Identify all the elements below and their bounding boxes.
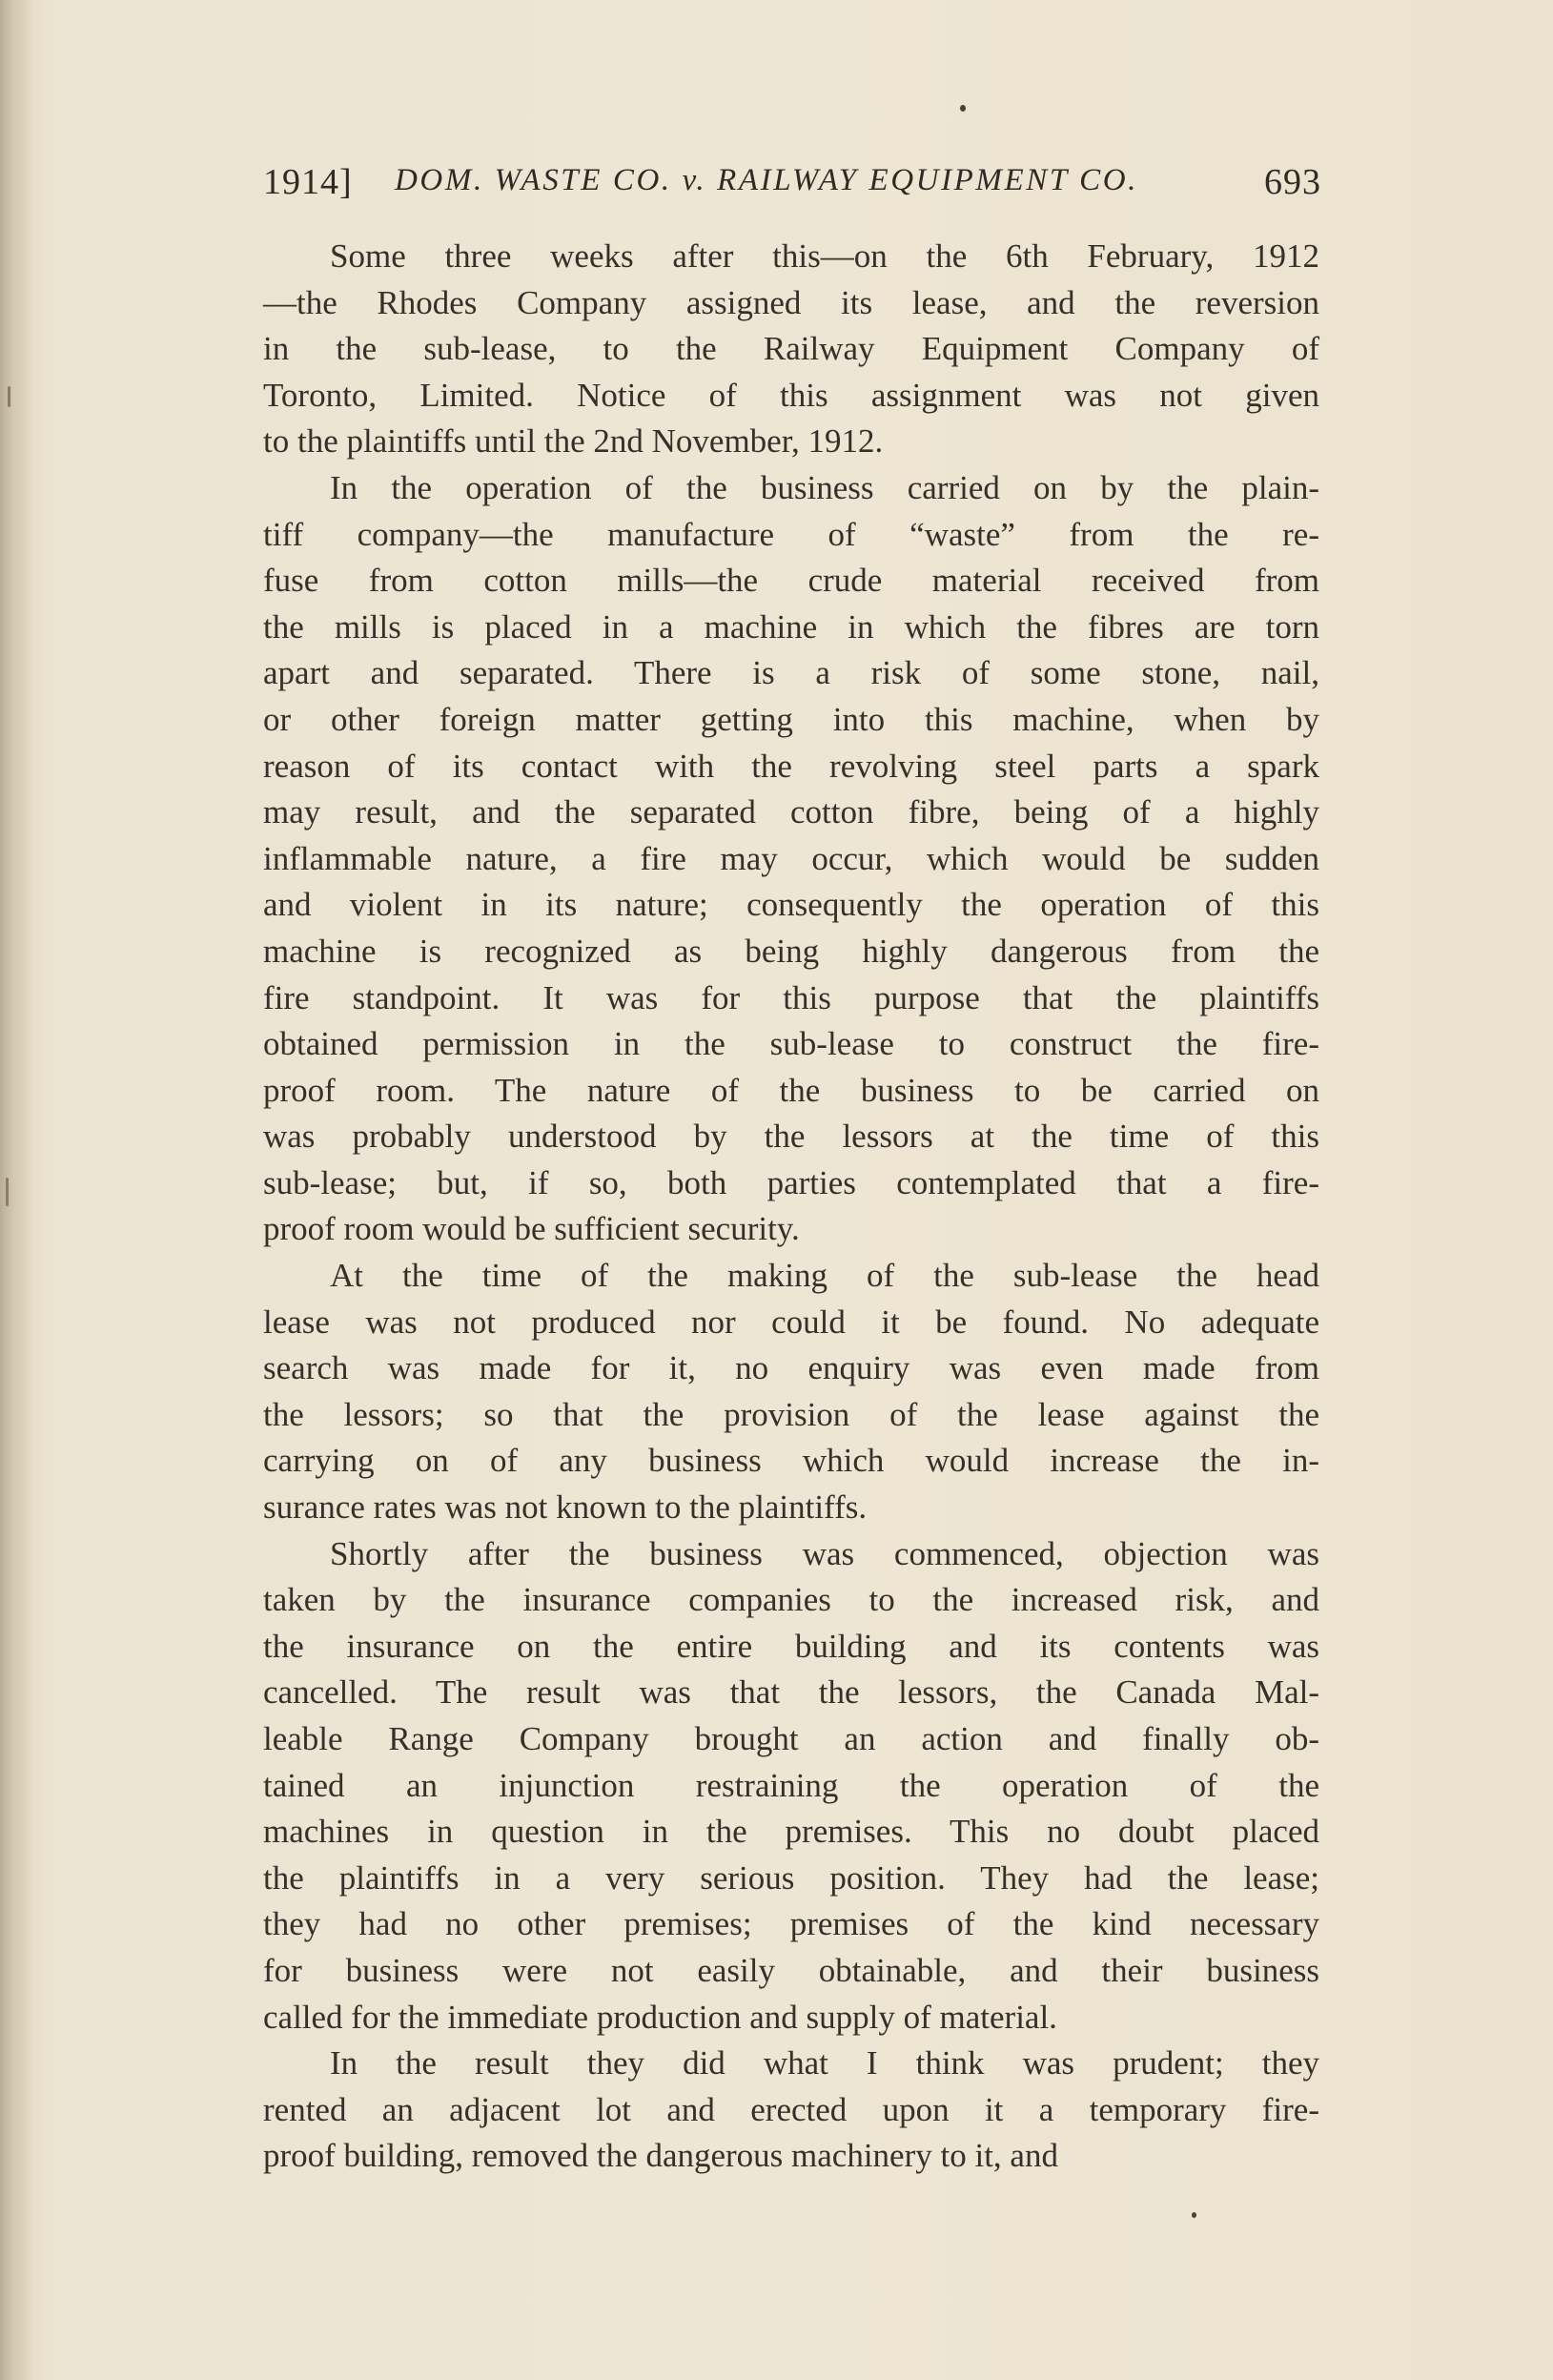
text-line: may result, and the separated cotton fibre, being of a highly: [263, 793, 1319, 831]
paragraph: [263, 465, 1319, 1253]
text-line: search was made for it, no enquiry was even made from: [263, 1349, 1319, 1387]
text-line: the mills is placed in a machine in which the fibres are torn: [263, 607, 1319, 646]
body-text: [263, 234, 1319, 2180]
paragraph: [263, 1253, 1319, 1531]
print-speck: [1192, 2212, 1196, 2218]
text-line: to the plaintiffs until the 2nd November, 1912.: [263, 422, 884, 461]
page-edge-mark: [6, 1178, 9, 1206]
text-line: in the sub-lease, to the Railway Equipment Company of: [263, 330, 1319, 368]
text-line: and violent in its nature; consequently the operation of this: [263, 886, 1319, 924]
text-line: tiff company—the manufacture of “waste” from the re-: [263, 515, 1319, 553]
print-speck: [960, 105, 966, 112]
text-line: rented an adjacent lot and erected upon it a temporary fire-: [263, 2090, 1319, 2128]
text-line: apart and separated. There is a risk of some stone, nail,: [263, 654, 1319, 692]
text-line: the plaintiffs in a very serious position. They had the lease;: [263, 1858, 1319, 1897]
text-line: for business were not easily obtainable, and their business: [263, 1951, 1319, 1989]
text-line: machine is recognized as being highly dangerous from the: [263, 932, 1319, 970]
page-edge-mark: [8, 386, 10, 407]
text-line: inflammable nature, a fire may occur, which would be sudden: [263, 839, 1319, 877]
text-line: called for the immediate production and supply of material.: [263, 1998, 1057, 2036]
text-line: Toronto, Limited. Notice of this assignment was not given: [263, 376, 1319, 414]
text-line: they had no other premises; premises of the kind necessary: [263, 1905, 1319, 1943]
paragraph: [263, 1531, 1319, 2041]
text-line: —the Rhodes Company assigned its lease, and the reversion: [263, 283, 1319, 321]
text-line: proof room would be sufficient security.: [263, 1210, 800, 1248]
text-line: fire standpoint. It was for this purpose that the plaintiffs: [263, 978, 1319, 1016]
text-line: machines in question in the premises. This no doubt placed: [263, 1813, 1319, 1851]
text-line: Some three weeks after this—on the 6th February, 1912: [330, 237, 1319, 275]
text-line: the insurance on the entire building and its contents was: [263, 1627, 1319, 1665]
text-line: tained an injunction restraining the operation of the: [263, 1766, 1319, 1804]
text-line: In the result they did what I think was prudent; they: [330, 2044, 1319, 2082]
running-head-case-title: DOM. WASTE CO. v. RAILWAY EQUIPMENT CO.: [395, 163, 1138, 197]
text-line: leable Range Company brought an action and finally ob-: [263, 1720, 1319, 1757]
text-line: reason of its contact with the revolving steel parts a spark: [263, 747, 1319, 785]
text-line: At the time of the making of the sub-lease the head: [330, 1257, 1319, 1295]
page-number: 693: [1264, 162, 1321, 202]
text-line: surance rates was not known to the plaintiffs.: [263, 1488, 868, 1527]
text-line: the lessors; so that the provision of the lease against the: [263, 1395, 1319, 1433]
text-line: was probably understood by the lessors at the time of this: [263, 1118, 1319, 1156]
text-line: carrying on of any business which would increase the in-: [263, 1442, 1319, 1480]
text-line: Shortly after the business was commenced, objection was: [330, 1534, 1319, 1572]
running-head-year: 1914]: [263, 162, 353, 202]
text-line: obtained permission in the sub-lease to construct the fire-: [263, 1025, 1319, 1063]
text-line: or other foreign matter getting into this machine, when by: [263, 700, 1319, 738]
text-line: fuse from cotton mills—the crude material received from: [263, 562, 1319, 600]
text-line: cancelled. The result was that the lessors, the Canada Mal-: [263, 1673, 1319, 1712]
paragraph: [263, 234, 1319, 465]
text-line: In the operation of the business carried on by the plain-: [330, 468, 1319, 506]
running-head: [263, 155, 1321, 213]
text-line: taken by the insurance companies to the increased risk, and: [263, 1581, 1319, 1619]
text-line: proof building, removed the dangerous machinery to it, and: [263, 2137, 1058, 2175]
paragraph: [263, 2041, 1319, 2180]
text-line: sub-lease; but, if so, both parties contemplated that a fire-: [263, 1163, 1319, 1201]
text-line: proof room. The nature of the business to be carried on: [263, 1071, 1319, 1109]
text-line: lease was not produced nor could it be found. No adequate: [263, 1303, 1319, 1341]
